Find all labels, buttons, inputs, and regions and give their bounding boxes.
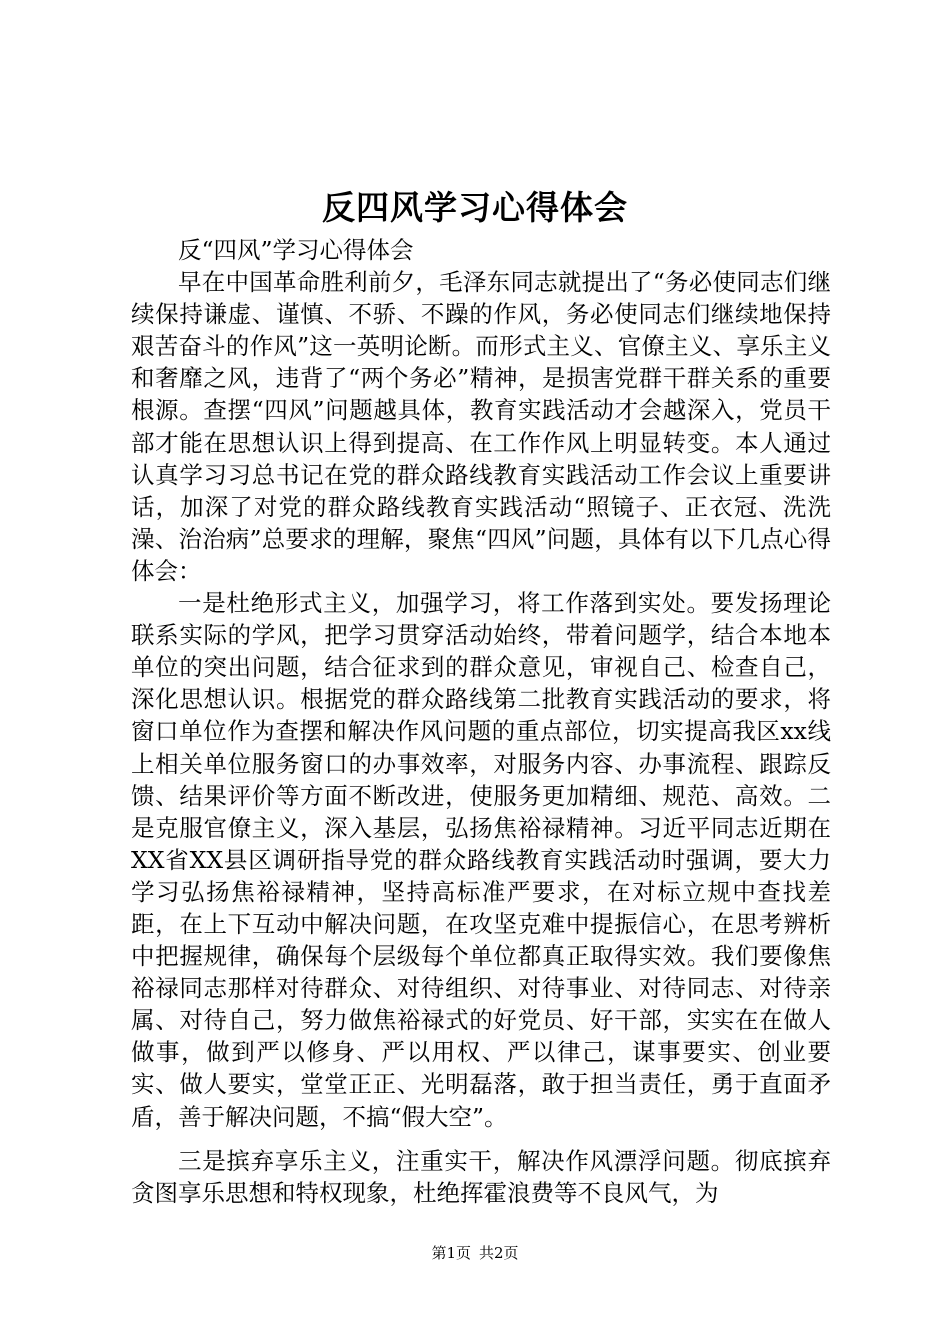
document-title: 反四风学习心得体会: [322, 188, 628, 227]
paragraph-point-three: 三是摈弃享乐主义，注重实干，解决作风漂浮问题。彻底摈弃贪图享乐思想和特权现象，杜绝挥霍浪费等不良风气，为: [131, 1146, 831, 1207]
paragraph-points-one-two: 一是杜绝形式主义，加强学习，将工作落到实处。要发扬理论联系实际的学风，把学习贯穿活动始终，带着问题学，结合本地本单位的突出问题，结合征求到的群众意见，审视自己、检查自己，深化思想认识。根据党的群众路线第二批教育实践活动的要求，将窗口单位作为查摆和解决作风问题的重点部位，切实提高我区xx线上相关单位服务窗口的办事效率，对服务内容、办事流程、跟踪反馈、结果评价等方面不断改进，使服务更加精细、规范、高效。二是克服官僚主义，深入基层，弘扬焦裕禄精神。习近平同志近期在XX省XX县区调研指导党的群众路线教育实践活动时强调，要大力学习弘扬焦裕禄精神，坚持高标准严要求，在对标立规中查找差距，在上下互动中解决问题，在攻坚克难中提振信心，在思考辨析中把握规律，确保每个层级每个单位都真正取得实效。我们要像焦裕禄同志那样对待群众、对待组织、对待事业、对待同志、对待亲属、对待自己，努力做焦裕禄式的好党员、好干部，实实在在做人做事，做到严以修身、严以用权、严以律己，谋事要实、创业要实、做人要实，堂堂正正、光明磊落，敢于担当责任，勇于直面矛盾，善于解决问题，不搞“假大空”。: [131, 589, 831, 1131]
paragraph-intro: 早在中国革命胜利前夕，毛泽东同志就提出了“务必使同志们继续保持谦虚、谨慎、不骄、不躁的作风，务必使同志们继续地保持艰苦奋斗的作风”这一英明论断。而形式主义、官僚主义、享乐主义和奢靡之风，违背了“两个务必”精神，是损害党群干群关系的重要根源。查摆“四风”问题越具体，教育实践活动才会越深入，党员干部才能在思想认识上得到提高、在工作作风上明显转变。本人通过认真学习习总书记在党的群众路线教育实践活动工作会议上重要讲话，加深了对党的群众路线教育实践活动“照镜子、正衣冠、洗洗澡、治治病”总要求的理解，聚焦“四风”问题，具体有以下几点心得体会：: [131, 268, 831, 585]
document-body: [131, 234, 831, 1209]
paragraph-subtitle: 反“四风”学习心得体会: [178, 236, 414, 264]
page-footer: [0, 1243, 950, 1263]
page-total: 共2页: [479, 1244, 519, 1262]
page-number: 第1页: [431, 1244, 471, 1262]
